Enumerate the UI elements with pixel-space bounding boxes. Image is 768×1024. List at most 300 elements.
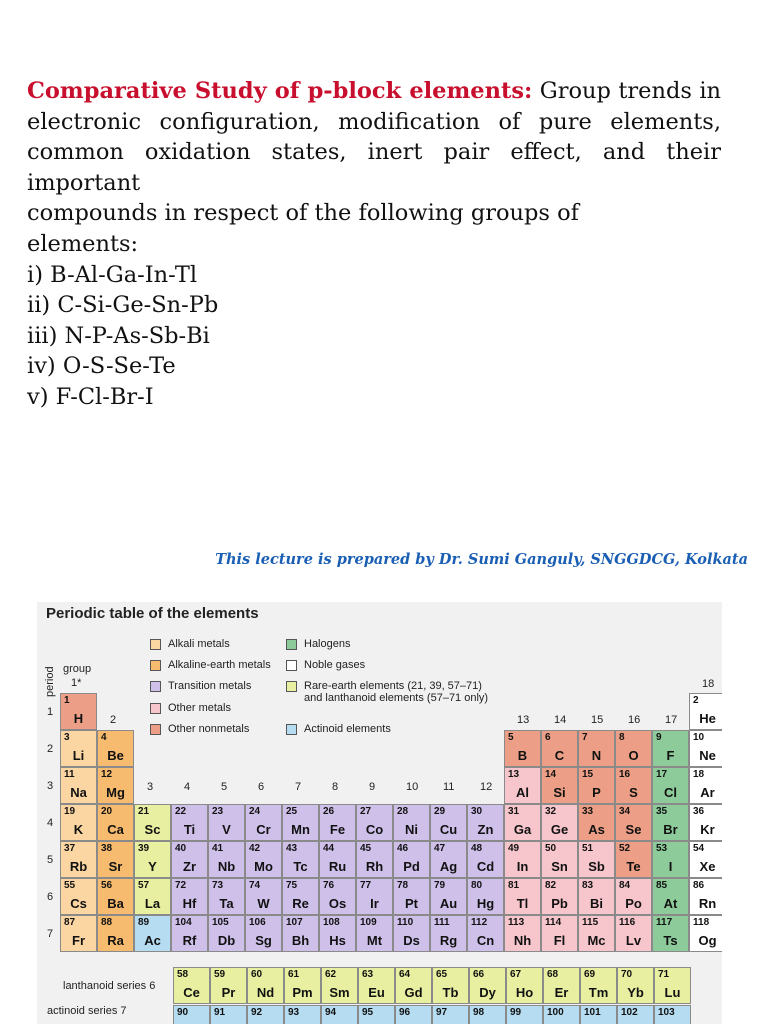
atomic-number: 101 [584, 1007, 601, 1018]
element-cell-Ga [504, 804, 541, 841]
atomic-number: 111 [434, 917, 450, 928]
element-symbol: H [73, 711, 84, 726]
heading-line1: Group trends in [539, 78, 722, 104]
element-cell-Yb [617, 967, 654, 1004]
element-cell-Be [97, 730, 134, 767]
element-cell-Xe [689, 841, 722, 878]
element-cell-Pr [210, 967, 247, 1004]
element-cell-Lv [615, 915, 652, 952]
legend-label: Alkali metals [168, 638, 230, 650]
atomic-number: 21 [138, 806, 150, 817]
element-symbol: Mg [106, 785, 125, 800]
period-number-2: 2 [47, 743, 54, 755]
atomic-number: 77 [360, 880, 372, 891]
period-number-5: 5 [47, 854, 54, 866]
element-cell-Al [504, 767, 541, 804]
atomic-number: 48 [471, 843, 483, 854]
element-cell-Zn [467, 804, 504, 841]
atomic-number: 32 [545, 806, 557, 817]
atomic-number: 5 [508, 732, 514, 743]
element-cell-P [578, 767, 615, 804]
element-cell-102 [617, 1005, 654, 1024]
atomic-number: 87 [64, 917, 76, 928]
atomic-number: 16 [619, 769, 631, 780]
atomic-number: 84 [619, 880, 631, 891]
element-cell-Rg [430, 915, 467, 952]
element-cell-Co [356, 804, 393, 841]
group-item-5: v) F-Cl-Br-I [27, 383, 154, 410]
element-symbol: Lu [664, 985, 681, 1000]
element-cell-Po [615, 878, 652, 915]
element-cell-Te [615, 841, 652, 878]
group-number-12: 12 [480, 781, 493, 793]
atomic-number: 3 [64, 732, 70, 743]
element-cell-V [208, 804, 245, 841]
atomic-number: 76 [323, 880, 335, 891]
atomic-number: 43 [286, 843, 298, 854]
element-cell-Bh [282, 915, 319, 952]
group-number-3: 3 [147, 781, 154, 793]
atomic-number: 59 [214, 969, 226, 980]
element-cell-Mg [97, 767, 134, 804]
atomic-number: 37 [64, 843, 76, 854]
atomic-number: 105 [212, 917, 229, 928]
atomic-number: 66 [473, 969, 485, 980]
element-symbol: Ds [403, 933, 420, 948]
element-cell-Ra [97, 915, 134, 952]
element-cell-Mc [578, 915, 615, 952]
element-cell-101 [580, 1005, 617, 1024]
atomic-number: 80 [471, 880, 483, 891]
element-symbol: Mc [587, 933, 606, 948]
element-cell-Pm [284, 967, 321, 1004]
atomic-number: 40 [175, 843, 187, 854]
atomic-number: 57 [138, 880, 150, 891]
legend-swatch [286, 660, 297, 671]
element-symbol: Na [70, 785, 87, 800]
element-symbol: Mt [366, 933, 383, 948]
element-symbol: K [73, 822, 84, 837]
element-cell-Si [541, 767, 578, 804]
atomic-number: 68 [547, 969, 559, 980]
element-cell-Db [208, 915, 245, 952]
element-cell-Sg [245, 915, 282, 952]
atomic-number: 100 [547, 1007, 564, 1018]
legend-label: Alkaline-earth metals [168, 659, 271, 671]
element-symbol: Sm [329, 985, 350, 1000]
legend-label: Actinoid elements [304, 723, 391, 735]
element-cell-Kr [689, 804, 722, 841]
element-symbol: Sg [255, 933, 272, 948]
element-cell-Rn [689, 878, 722, 915]
legend-swatch [150, 681, 161, 692]
element-cell-Mn [282, 804, 319, 841]
element-symbol: Zn [477, 822, 494, 837]
group-item-1: i) B-Al-Ga-In-Tl [27, 261, 198, 288]
element-cell-At [652, 878, 689, 915]
atomic-number: 67 [510, 969, 522, 980]
element-symbol: Pd [403, 859, 420, 874]
atomic-number: 45 [360, 843, 372, 854]
element-symbol: As [588, 822, 605, 837]
period-axis-label: period [44, 666, 56, 697]
atomic-number: 114 [545, 917, 562, 928]
element-symbol: Nh [513, 933, 532, 948]
element-symbol: Cu [439, 822, 458, 837]
element-symbol: Ru [328, 859, 347, 874]
element-cell-Os [319, 878, 356, 915]
intro-text [27, 76, 721, 413]
element-symbol: He [699, 711, 716, 726]
element-symbol: Ho [515, 985, 534, 1000]
element-symbol: Ac [144, 933, 161, 948]
atomic-number: 34 [619, 806, 631, 817]
element-symbol: Ge [550, 822, 569, 837]
legend-label-line2: and lanthanoid elements (57–71 only) [304, 692, 489, 704]
legend-swatch [150, 639, 161, 650]
element-cell-93 [284, 1005, 321, 1024]
element-cell-Ho [506, 967, 543, 1004]
legend-swatch [150, 724, 161, 735]
element-cell-Cn [467, 915, 504, 952]
atomic-number: 83 [582, 880, 594, 891]
element-cell-Ti [171, 804, 208, 841]
atomic-number: 98 [473, 1007, 485, 1018]
atomic-number: 18 [693, 769, 705, 780]
atomic-number: 6 [545, 732, 551, 743]
element-cell-Se [615, 804, 652, 841]
element-cell-97 [432, 1005, 469, 1024]
atomic-number: 61 [288, 969, 300, 980]
element-cell-Tl [504, 878, 541, 915]
legend-swatch [286, 681, 297, 692]
atomic-number: 99 [510, 1007, 522, 1018]
element-cell-Nb [208, 841, 245, 878]
element-cell-K [60, 804, 97, 841]
element-cell-La [134, 878, 171, 915]
element-cell-Y [134, 841, 171, 878]
element-cell-Tc [282, 841, 319, 878]
element-symbol: Yb [627, 985, 644, 1000]
element-cell-Pb [541, 878, 578, 915]
periodic-table-title: Periodic table of the elements [46, 605, 259, 622]
atomic-number: 85 [656, 880, 668, 891]
element-cell-C [541, 730, 578, 767]
element-cell-Pd [393, 841, 430, 878]
element-cell-Cl [652, 767, 689, 804]
element-cell-Sn [541, 841, 578, 878]
element-symbol: Y [148, 859, 157, 874]
atomic-number: 90 [177, 1007, 189, 1018]
element-cell-Ge [541, 804, 578, 841]
element-cell-90 [173, 1005, 210, 1024]
element-symbol: Tc [293, 859, 308, 874]
atomic-number: 12 [101, 769, 113, 780]
element-cell-W [245, 878, 282, 915]
element-cell-Gd [395, 967, 432, 1004]
element-symbol: Mo [254, 859, 273, 874]
element-symbol: C [554, 748, 565, 763]
heading-line5: elements: [27, 230, 139, 257]
element-symbol: Ta [219, 896, 234, 911]
group-number-15: 15 [591, 714, 604, 726]
element-cell-Fl [541, 915, 578, 952]
element-cell-O [615, 730, 652, 767]
element-cell-He [689, 693, 722, 730]
heading-line4: compounds in respect of the following groups of [27, 200, 579, 227]
heading-highlight: Comparative Study of p-block elements: [27, 78, 533, 104]
element-cell-Ru [319, 841, 356, 878]
element-symbol: Sn [551, 859, 568, 874]
group-number-1: 1* [71, 677, 82, 689]
element-cell-94 [321, 1005, 358, 1024]
element-symbol: Cd [476, 859, 495, 874]
atomic-number: 9 [656, 732, 662, 743]
atomic-number: 51 [582, 843, 594, 854]
element-symbol: Rb [69, 859, 88, 874]
element-symbol: S [629, 785, 638, 800]
atomic-number: 26 [323, 806, 335, 817]
atomic-number: 23 [212, 806, 224, 817]
period-number-3: 3 [47, 780, 54, 792]
atomic-number: 107 [286, 917, 303, 928]
element-symbol: Cs [70, 896, 87, 911]
atomic-number: 62 [325, 969, 337, 980]
element-symbol: Cr [256, 822, 271, 837]
element-symbol: Hf [182, 896, 197, 911]
element-cell-Nd [247, 967, 284, 1004]
element-cell-Og [689, 915, 722, 952]
actinoid-series-label: actinoid series 7 [47, 1005, 127, 1017]
element-symbol: Ne [699, 748, 716, 763]
element-symbol: Hs [329, 933, 346, 948]
atomic-number: 33 [582, 806, 594, 817]
element-cell-103 [654, 1005, 691, 1024]
element-symbol: Ce [183, 985, 200, 1000]
atomic-number: 38 [101, 843, 113, 854]
element-cell-Pt [393, 878, 430, 915]
element-symbol: Rn [698, 896, 717, 911]
element-symbol: W [257, 896, 270, 911]
element-cell-Cs [60, 878, 97, 915]
element-cell-B [504, 730, 541, 767]
atomic-number: 92 [251, 1007, 263, 1018]
atomic-number: 95 [362, 1007, 374, 1018]
element-symbol: Dy [479, 985, 496, 1000]
atomic-number: 30 [471, 806, 483, 817]
element-cell-Hf [171, 878, 208, 915]
atomic-number: 17 [656, 769, 668, 780]
legend-label: Noble gases [304, 659, 366, 671]
atomic-number: 22 [175, 806, 187, 817]
element-cell-Fe [319, 804, 356, 841]
legend-label: Other metals [168, 702, 231, 714]
element-cell-Dy [469, 967, 506, 1004]
element-cell-Ne [689, 730, 722, 767]
atomic-number: 91 [214, 1007, 226, 1018]
element-cell-S [615, 767, 652, 804]
element-symbol: Nd [256, 985, 275, 1000]
element-cell-Au [430, 878, 467, 915]
element-symbol: Rg [439, 933, 458, 948]
atomic-number: 1 [64, 695, 70, 706]
atomic-number: 71 [658, 969, 670, 980]
group-item-2: ii) C-Si-Ge-Sn-Pb [27, 292, 219, 319]
element-symbol: At [663, 896, 678, 911]
heading-paragraph [27, 76, 721, 198]
atomic-number: 44 [323, 843, 335, 854]
atomic-number: 24 [249, 806, 261, 817]
element-symbol: Co [365, 822, 384, 837]
element-symbol: Fe [329, 822, 346, 837]
lanthanoid-series-label: lanthanoid series 6 [63, 980, 156, 992]
atomic-number: 60 [251, 969, 263, 980]
atomic-number: 58 [177, 969, 189, 980]
element-cell-Rf [171, 915, 208, 952]
element-cell-Ds [393, 915, 430, 952]
element-symbol: Au [439, 896, 458, 911]
element-symbol: Bi [590, 896, 603, 911]
element-cell-Tb [432, 967, 469, 1004]
element-symbol: Pr [221, 985, 236, 1000]
element-symbol: Sr [108, 859, 123, 874]
element-cell-Cd [467, 841, 504, 878]
group-number-4: 4 [184, 781, 191, 793]
element-symbol: Db [217, 933, 236, 948]
element-cell-Ar [689, 767, 722, 804]
atomic-number: 79 [434, 880, 446, 891]
atomic-number: 42 [249, 843, 261, 854]
atomic-number: 39 [138, 843, 150, 854]
element-symbol: N [591, 748, 602, 763]
element-cell-H [60, 693, 97, 730]
atomic-number: 65 [436, 969, 448, 980]
group-item-3: iii) N-P-As-Sb-Bi [27, 322, 210, 349]
element-cell-Mt [356, 915, 393, 952]
element-cell-Re [282, 878, 319, 915]
atomic-number: 52 [619, 843, 631, 854]
element-symbol: Se [625, 822, 642, 837]
group-number-6: 6 [258, 781, 265, 793]
element-symbol: I [668, 859, 673, 874]
element-symbol: Pt [405, 896, 418, 911]
atomic-number: 73 [212, 880, 224, 891]
element-symbol: Tb [442, 985, 459, 1000]
atomic-number: 15 [582, 769, 594, 780]
element-symbol: Al [516, 785, 529, 800]
element-symbol: Pb [551, 896, 568, 911]
atomic-number: 69 [584, 969, 596, 980]
atomic-number: 103 [658, 1007, 675, 1018]
element-symbol: Eu [368, 985, 385, 1000]
element-symbol: V [222, 822, 231, 837]
element-symbol: B [517, 748, 528, 763]
atomic-number: 86 [693, 880, 705, 891]
element-cell-I [652, 841, 689, 878]
atomic-number: 4 [101, 732, 107, 743]
atomic-number: 36 [693, 806, 705, 817]
element-symbol: Sc [144, 822, 161, 837]
element-symbol: Os [328, 896, 347, 911]
element-cell-Sm [321, 967, 358, 1004]
atomic-number: 88 [101, 917, 113, 928]
element-symbol: Li [72, 748, 85, 763]
periodic-table [37, 602, 722, 1024]
element-cell-Rh [356, 841, 393, 878]
credit-line: This lecture is prepared by Dr. Sumi Ganguly, SNGGDCG, Kolkata [215, 551, 748, 568]
heading-line3: common oxidation states, inert pair effect, and their important [27, 139, 721, 196]
element-symbol: Ag [439, 859, 458, 874]
group-number-5: 5 [221, 781, 228, 793]
atomic-number: 20 [101, 806, 113, 817]
legend-label: Other nonmetals [168, 723, 250, 735]
atomic-number: 46 [397, 843, 409, 854]
element-cell-Fr [60, 915, 97, 952]
atomic-number: 102 [621, 1007, 638, 1018]
legend-swatch [150, 660, 161, 671]
atomic-number: 28 [397, 806, 409, 817]
element-cell-In [504, 841, 541, 878]
element-symbol: Si [553, 785, 566, 800]
element-symbol: P [592, 785, 601, 800]
element-cell-Sb [578, 841, 615, 878]
atomic-number: 29 [434, 806, 446, 817]
element-symbol: La [144, 896, 161, 911]
element-cell-100 [543, 1005, 580, 1024]
element-cell-Mo [245, 841, 282, 878]
element-symbol: Mn [291, 822, 310, 837]
atomic-number: 50 [545, 843, 557, 854]
element-symbol: Lv [625, 933, 642, 948]
element-symbol: Fr [72, 933, 85, 948]
element-symbol: Tl [516, 896, 529, 911]
element-symbol: Zr [183, 859, 196, 874]
element-cell-Na [60, 767, 97, 804]
element-cell-91 [210, 1005, 247, 1024]
element-symbol: Ni [405, 822, 418, 837]
element-cell-Tm [580, 967, 617, 1004]
element-cell-Hg [467, 878, 504, 915]
element-cell-Ca [97, 804, 134, 841]
group-number-7: 7 [295, 781, 302, 793]
atomic-number: 56 [101, 880, 113, 891]
atomic-number: 97 [436, 1007, 448, 1018]
element-symbol: Cn [476, 933, 495, 948]
element-cell-96 [395, 1005, 432, 1024]
element-symbol: Ir [370, 896, 379, 911]
element-cell-N [578, 730, 615, 767]
atomic-number: 63 [362, 969, 374, 980]
atomic-number: 72 [175, 880, 187, 891]
group-number-10: 10 [406, 781, 419, 793]
element-cell-Li [60, 730, 97, 767]
element-cell-Cr [245, 804, 282, 841]
atomic-number: 117 [656, 917, 673, 928]
group-number-18: 18 [702, 678, 715, 690]
element-cell-92 [247, 1005, 284, 1024]
atomic-number: 74 [249, 880, 261, 891]
atomic-number: 8 [619, 732, 625, 743]
atomic-number: 64 [399, 969, 411, 980]
element-symbol: Sb [588, 859, 605, 874]
group-number-9: 9 [369, 781, 376, 793]
element-symbol: Br [663, 822, 678, 837]
element-cell-Ta [208, 878, 245, 915]
element-symbol: Gd [404, 985, 423, 1000]
element-cell-Lu [654, 967, 691, 1004]
element-cell-Ba [97, 878, 134, 915]
group-item-4: iv) O-S-Se-Te [27, 353, 176, 380]
